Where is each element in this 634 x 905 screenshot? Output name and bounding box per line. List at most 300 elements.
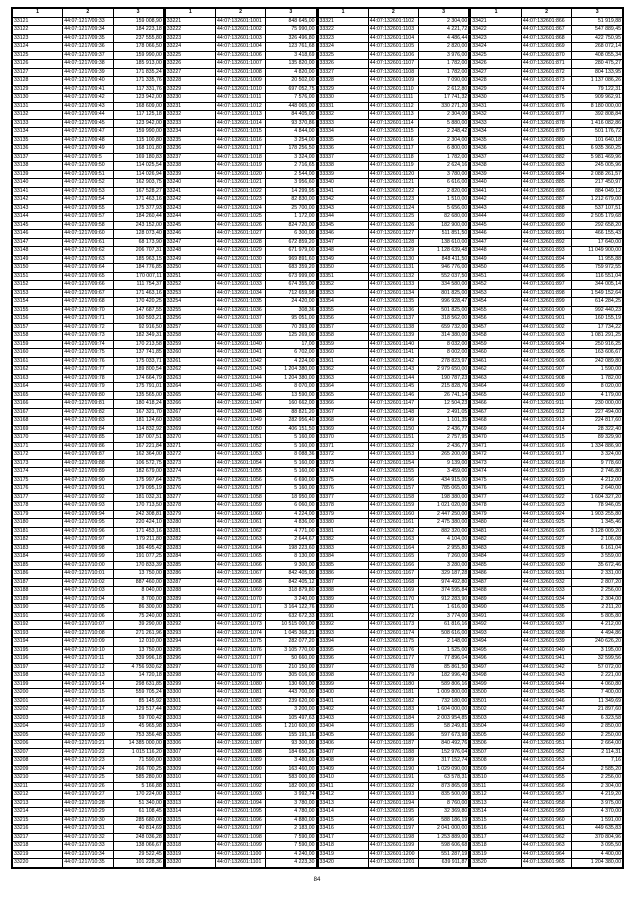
cadastral-number: 44:07:132601:1012	[216, 102, 266, 111]
row-number: 33327	[318, 68, 368, 77]
table-row	[165, 94, 316, 103]
value: 82 680,00	[419, 213, 469, 222]
cadastral-number: 44:07:132601:895	[521, 264, 572, 273]
table-row	[471, 536, 623, 545]
table-row	[471, 68, 623, 77]
value: 298 631,85	[113, 680, 163, 689]
row-number: 33243	[165, 204, 215, 213]
value: 125 269,00	[266, 332, 316, 341]
cadastral-number: 44:07:132601:935	[521, 604, 572, 613]
row-number: 33264	[165, 383, 215, 392]
cadastral-number: 44:07:132601:1176	[368, 646, 418, 655]
cadastral-number: 44:07:1217/10:07	[63, 621, 113, 630]
cadastral-number: 44:07:132601:1079	[216, 672, 266, 681]
data-table	[470, 8, 623, 868]
row-number: 33201	[13, 697, 63, 706]
cadastral-number: 44:07:132601:911	[521, 400, 572, 409]
cadastral-number: 44:07:132601:1169	[368, 587, 418, 596]
row-number: 33411	[318, 782, 368, 791]
row-number: 33419	[318, 850, 368, 859]
value: 2 221,00	[572, 672, 623, 681]
cadastral-number: 44:07:132601:937	[521, 621, 572, 630]
table-row	[471, 578, 623, 587]
table-row	[13, 34, 164, 43]
table-row	[471, 102, 623, 111]
table-row	[13, 170, 164, 179]
table-row	[165, 51, 316, 60]
table-row	[318, 680, 469, 689]
row-number: 33215	[13, 816, 63, 825]
value: 305 016,00	[266, 672, 316, 681]
value: 344 005,14	[572, 281, 623, 290]
row-number: 33258	[165, 332, 215, 341]
cadastral-number: 44:07:132601:887	[521, 196, 572, 205]
cadastral-number: 44:07:132601:1049	[216, 417, 266, 426]
table-row	[165, 757, 316, 766]
table-row	[318, 459, 469, 468]
table-row	[165, 774, 316, 783]
table-row	[318, 170, 469, 179]
row-number: 33504	[471, 723, 522, 732]
row-number: 33388	[318, 587, 368, 596]
value: 14 720,18	[113, 672, 163, 681]
row-number: 33431	[471, 102, 522, 111]
cadastral-number: 44:07:132601:1114	[368, 119, 418, 128]
cadastral-number: 44:07:132601:893	[521, 247, 572, 256]
row-number: 33200	[13, 689, 63, 698]
value: 1 782,00	[419, 153, 469, 162]
value: 674 355,00	[266, 281, 316, 290]
row-number: 33363	[318, 374, 368, 383]
table-row	[318, 94, 469, 103]
column-header: 1	[471, 9, 522, 18]
cadastral-number: 44:07:132601:1143	[368, 366, 418, 375]
column-header: 3	[113, 9, 163, 18]
value: 3 195,00	[572, 646, 623, 655]
value: 1 137 086,26	[572, 77, 623, 86]
row-number: 33332	[318, 111, 368, 120]
table-row	[13, 306, 164, 315]
value: 4 771,00	[266, 527, 316, 536]
table-row	[318, 544, 469, 553]
value: 9 300,00	[266, 561, 316, 570]
row-number: 33339	[318, 170, 368, 179]
cadastral-number: 44:07:132601:940	[521, 646, 572, 655]
row-number: 33302	[165, 706, 215, 715]
table-row	[471, 298, 623, 307]
table-row	[165, 646, 316, 655]
value: 8 032,00	[419, 340, 469, 349]
cadastral-number: 44:07:132601:1071	[216, 604, 266, 613]
cadastral-number: 44:07:132601:1174	[368, 629, 418, 638]
table-row	[165, 714, 316, 723]
row-number: 33357	[318, 323, 368, 332]
row-number: 33170	[13, 434, 63, 443]
row-number: 33181	[13, 527, 63, 536]
cadastral-number: 44:07:132601:1066	[216, 561, 266, 570]
value: 1 591,00	[572, 816, 623, 825]
table-row	[318, 833, 469, 842]
table-row	[13, 799, 164, 808]
cadastral-number: 44:07:132601:1168	[368, 578, 418, 587]
row-number: 33400	[318, 689, 368, 698]
table-row	[13, 621, 164, 630]
table-row	[471, 230, 623, 239]
cadastral-number: 44:07:1217/09:95	[63, 519, 113, 528]
row-number: 33397	[318, 663, 368, 672]
row-number: 33454	[471, 298, 522, 307]
value: 170 420,25	[113, 298, 163, 307]
value: 3 095,50	[572, 842, 623, 851]
value: 3 200,00	[266, 706, 316, 715]
cadastral-number: 44:07:132601:1175	[368, 638, 418, 647]
cadastral-number: 44:07:1217/10:28	[63, 799, 113, 808]
table-row	[13, 60, 164, 69]
table-row	[471, 595, 623, 604]
table-row	[471, 731, 623, 740]
cadastral-number: 44:07:132601:1187	[368, 740, 418, 749]
table-row	[13, 102, 164, 111]
table-row	[318, 408, 469, 417]
cadastral-number: 44:07:1217/09:86	[63, 442, 113, 451]
table-row	[318, 536, 469, 545]
row-number: 33286	[165, 570, 215, 579]
value: 882 320,00	[419, 527, 469, 536]
value: 230 000,00	[572, 400, 623, 409]
value: 217 450,97	[572, 179, 623, 188]
row-number: 33440	[471, 179, 522, 188]
cadastral-number: 44:07:132601:1048	[216, 408, 266, 417]
table-row	[318, 476, 469, 485]
value: 265 200,00	[419, 451, 469, 460]
cadastral-number: 44:07:132601:1014	[216, 119, 266, 128]
value: 804 133,95	[572, 68, 623, 77]
table-row	[318, 706, 469, 715]
value: 7 090,00	[419, 77, 469, 86]
cadastral-number: 44:07:132601:1096	[216, 816, 266, 825]
value: 4 780,00	[266, 808, 316, 817]
row-number: 33265	[165, 391, 215, 400]
row-number: 33157	[13, 323, 63, 332]
value: 5 160,00	[266, 442, 316, 451]
row-number: 33128	[13, 77, 63, 86]
cadastral-number: 44:07:132601:1076	[216, 646, 266, 655]
value: 292 658,20	[572, 221, 623, 230]
row-number: 33436	[471, 145, 522, 154]
row-number: 33132	[13, 111, 63, 120]
table-row	[13, 842, 164, 851]
row-number: 33174	[13, 468, 63, 477]
row-number: 33296	[165, 655, 215, 664]
cadastral-number: 44:07:132601:1081	[216, 689, 266, 698]
cadastral-number: 44:07:132601:1030	[216, 255, 266, 264]
table-row	[318, 850, 469, 859]
row-number: 33236	[165, 145, 215, 154]
value: 712 659,98	[266, 289, 316, 298]
row-number: 33277	[165, 493, 215, 502]
cadastral-number: 44:07:1217/09:43	[63, 102, 113, 111]
value: 168 609,00	[113, 102, 163, 111]
table-row	[13, 536, 164, 545]
row-number: 33185	[13, 561, 63, 570]
row-number: 33337	[318, 153, 368, 162]
row-number: 33338	[318, 162, 368, 171]
table-row	[13, 519, 164, 528]
value: 1 416 082,86	[572, 119, 623, 128]
data-table	[12, 8, 164, 868]
cadastral-number: 44:07:132601:1161	[368, 519, 418, 528]
value: 185 963,15	[113, 255, 163, 264]
value: 2 088 261,57	[572, 170, 623, 179]
value: 280 475,27	[572, 60, 623, 69]
value: 1 590,00	[572, 366, 623, 375]
table-row	[318, 808, 469, 817]
value: 220 424,10	[113, 519, 163, 528]
table-row	[318, 570, 469, 579]
table-row	[471, 850, 623, 859]
cadastral-number: 44:07:132601:1128	[368, 238, 418, 247]
row-number: 33396	[318, 655, 368, 664]
table-row	[471, 221, 623, 230]
table-row	[13, 697, 164, 706]
value: 314 380,00	[419, 332, 469, 341]
table-row	[318, 612, 469, 621]
value: 175 997,64	[113, 476, 163, 485]
value: 2 624,16	[419, 162, 469, 171]
table-row	[13, 264, 164, 273]
row-number: 33421	[471, 17, 522, 26]
row-number: 33483	[471, 544, 522, 553]
row-number: 33140	[13, 179, 63, 188]
value: 135 565,00	[113, 391, 163, 400]
cadastral-number: 44:07:1217/09:97	[63, 536, 113, 545]
table-row	[318, 187, 469, 196]
value: 50 660,00	[266, 655, 316, 664]
value: 992 440,23	[572, 306, 623, 315]
table-row	[471, 238, 623, 247]
value: 9 139,00	[419, 459, 469, 468]
value: 449 635,83	[572, 825, 623, 834]
table-row	[318, 366, 469, 375]
table-row	[165, 128, 316, 137]
row-number: 33190	[13, 604, 63, 613]
row-number: 33274	[165, 468, 215, 477]
value: 115 100,80	[113, 136, 163, 145]
row-number: 33376	[318, 485, 368, 494]
cadastral-number: 44:07:132601:1056	[216, 476, 266, 485]
table-row	[471, 765, 623, 774]
row-number: 33167	[13, 408, 63, 417]
row-number: 33241	[165, 187, 215, 196]
row-number: 33160	[13, 349, 63, 358]
cadastral-number: 44:07:132601:1008	[216, 68, 266, 77]
table-row	[471, 179, 623, 188]
value: 946 776,00	[419, 264, 469, 273]
table-row	[471, 553, 623, 562]
value: 170 213,58	[113, 340, 163, 349]
cadastral-number: 44:07:1217/10:12	[63, 663, 113, 672]
row-number: 33335	[318, 136, 368, 145]
value: 4 240,00	[266, 850, 316, 859]
table-row	[13, 451, 164, 460]
value: 824 720,00	[266, 221, 316, 230]
value: 242 308,81	[113, 510, 163, 519]
table-row	[318, 298, 469, 307]
table-row	[13, 204, 164, 213]
cadastral-number: 44:07:132601:932	[521, 578, 572, 587]
row-number: 33195	[13, 646, 63, 655]
cadastral-number: 44:07:1217/10:01	[63, 570, 113, 579]
table-block	[470, 8, 623, 868]
value: 848 645,00	[266, 17, 316, 26]
value: 4 844,00	[266, 128, 316, 137]
value: 339 996,18	[113, 655, 163, 664]
table-row	[165, 816, 316, 825]
value: 969 891,60	[266, 255, 316, 264]
value: 909 962,91	[572, 94, 623, 103]
table-row	[13, 502, 164, 511]
row-number: 33503	[471, 714, 522, 723]
value: 167 321,70	[113, 408, 163, 417]
table-row	[13, 417, 164, 426]
row-number: 33520	[471, 859, 522, 868]
row-number: 33221	[165, 17, 215, 26]
value: 184 650,26	[266, 748, 316, 757]
table-row	[13, 391, 164, 400]
table-row	[13, 111, 164, 120]
value: 271 261,96	[113, 629, 163, 638]
cadastral-number: 44:07:132601:898	[521, 289, 572, 298]
row-number: 33319	[165, 850, 215, 859]
table-block	[318, 8, 471, 868]
row-number: 33353	[318, 289, 368, 298]
row-number: 33171	[13, 442, 63, 451]
row-number: 33266	[165, 400, 215, 409]
value: 5 160,00	[266, 434, 316, 443]
value: 86 300,00	[113, 604, 163, 613]
value: 1 172,00	[266, 213, 316, 222]
row-number: 33405	[318, 731, 368, 740]
column-header: 1	[318, 9, 368, 18]
cadastral-number: 44:07:132601:1160	[368, 510, 418, 519]
row-number: 33493	[471, 629, 522, 638]
row-number: 33341	[318, 187, 368, 196]
row-number: 33469	[471, 425, 522, 434]
value: 6 800,00	[419, 145, 469, 154]
table-row	[13, 544, 164, 553]
row-number: 33470	[471, 434, 522, 443]
value: 1 782,00	[572, 374, 623, 383]
value: 3 240,00	[266, 595, 316, 604]
row-number: 33489	[471, 595, 522, 604]
cadastral-number: 44:07:132601:908	[521, 374, 572, 383]
row-number: 33304	[165, 723, 215, 732]
table-row	[165, 731, 316, 740]
row-number: 33386	[318, 570, 368, 579]
table-row	[471, 629, 623, 638]
table-row	[165, 264, 316, 273]
table-row	[13, 468, 164, 477]
row-number: 33412	[318, 791, 368, 800]
row-number: 33288	[165, 587, 215, 596]
value: 182 679,00	[113, 468, 163, 477]
cadastral-number: 44:07:132601:1159	[368, 502, 418, 511]
cadastral-number: 44:07:132601:1060	[216, 510, 266, 519]
cadastral-number: 44:07:1217/10:31	[63, 825, 113, 834]
table-row	[165, 162, 316, 171]
table-row	[471, 323, 623, 332]
row-number: 33253	[165, 289, 215, 298]
row-number: 33455	[471, 306, 522, 315]
value: 159 008,90	[113, 17, 163, 26]
cadastral-number: 44:07:132601:1141	[368, 349, 418, 358]
table-row	[165, 740, 316, 749]
cadastral-number: 44:07:132601:1199	[368, 842, 418, 851]
table-row	[13, 77, 164, 86]
value: 155 191,16	[266, 731, 316, 740]
row-number: 33183	[13, 544, 63, 553]
value: 887 460,00	[113, 578, 163, 587]
value: 181 124,60	[113, 417, 163, 426]
value: 3 164 122,76	[266, 604, 316, 613]
table-row	[471, 621, 623, 630]
row-number: 33380	[318, 519, 368, 528]
cadastral-number: 44:07:132601:888	[521, 204, 572, 213]
value: 1 128 639,48	[419, 247, 469, 256]
cadastral-number: 44:07:132601:1013	[216, 111, 266, 120]
table-row	[318, 281, 469, 290]
row-number: 33134	[13, 128, 63, 137]
row-number: 33301	[165, 697, 215, 706]
row-number: 33322	[318, 26, 368, 35]
value: 39 290,00	[113, 621, 163, 630]
row-number: 33351	[318, 272, 368, 281]
row-number: 33354	[318, 298, 368, 307]
table-row	[318, 196, 469, 205]
value: 848 411,50	[419, 255, 469, 264]
value: 466 155,43	[572, 230, 623, 239]
cadastral-number: 44:07:132601:927	[521, 536, 572, 545]
cadastral-number: 44:07:132601:1073	[216, 621, 266, 630]
cadastral-number: 44:07:132601:1080	[216, 680, 266, 689]
table-row	[165, 536, 316, 545]
row-number: 33485	[471, 561, 522, 570]
cadastral-number: 44:07:1217/10:06	[63, 612, 113, 621]
value: 24 420,00	[266, 298, 316, 307]
cadastral-number: 44:07:1217/09:70	[63, 306, 113, 315]
cadastral-number: 44:07:132601:1120	[368, 170, 418, 179]
row-number: 33460	[471, 349, 522, 358]
cadastral-number: 44:07:1217/10:02	[63, 578, 113, 587]
header-row	[471, 9, 623, 18]
value: 266 700,25	[113, 765, 163, 774]
value: 5 981 469,96	[572, 153, 623, 162]
cadastral-number: 44:07:132601:953	[521, 757, 572, 766]
row-number: 33192	[13, 621, 63, 630]
row-number: 33165	[13, 391, 63, 400]
row-number: 33330	[318, 94, 368, 103]
row-number: 33359	[318, 340, 368, 349]
value: 3 418,69	[266, 51, 316, 60]
cadastral-number: 44:07:132601:955	[521, 774, 572, 783]
cadastral-number: 44:07:132601:924	[521, 510, 572, 519]
cadastral-number: 44:07:1217/09:42	[63, 94, 113, 103]
value: 240 626,20	[572, 638, 623, 647]
row-number: 33168	[13, 417, 63, 426]
cadastral-number: 44:07:132601:909	[521, 383, 572, 392]
table-row	[471, 655, 623, 664]
value: 5 160,00	[266, 485, 316, 494]
